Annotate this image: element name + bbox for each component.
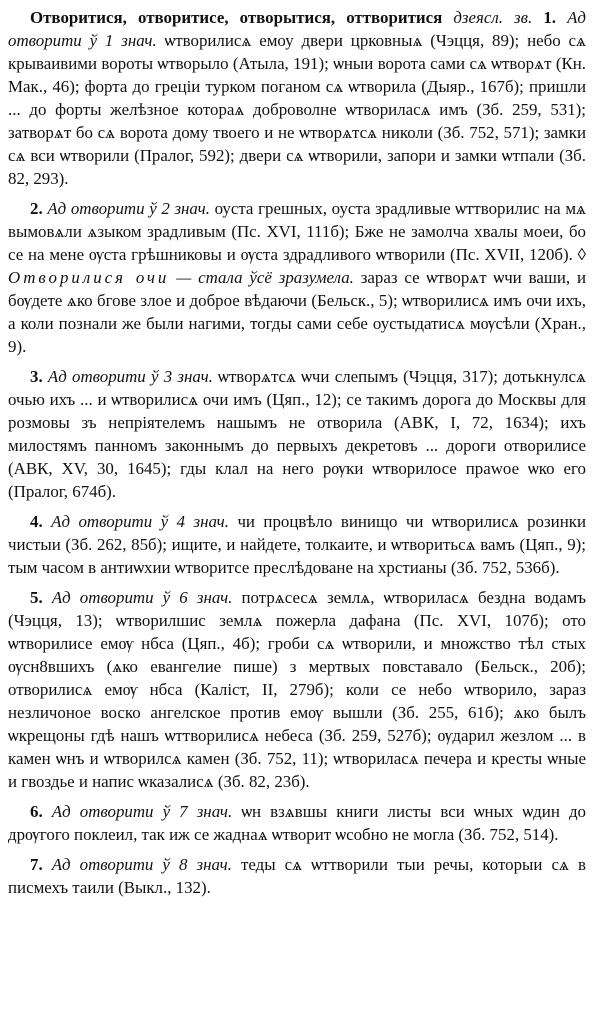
sense-definition: Ад отворити ў 6 знач. <box>51 588 233 607</box>
idiom-definition: — стала ўсё зразумела. <box>176 268 354 287</box>
sense-number: 6. <box>30 802 43 821</box>
sense-1 <box>8 6 586 190</box>
sense-citations: ѡн взѧвшы книги листы вси ѡных ѡдин до дрѹгого поклеил, так иж се жаднаѧ ѡтворит ѡсобно не могла (Зб. 752, 514). <box>8 802 586 844</box>
sense-number: 2. <box>30 199 43 218</box>
sense-definition: Ад отворити ў 2 знач. <box>47 199 210 218</box>
sense-definition: Ад отворити ў 3 знач. <box>47 367 213 386</box>
idiom: Отворилися очи <box>8 268 170 287</box>
sense-citations: теды сѧ ѡттворили тыи речы, которыи сѧ в писмехъ таили (Выкл., 132). <box>8 855 586 897</box>
sense-definition: Ад отворити ў 8 знач. <box>51 855 232 874</box>
idiom-citations: зараз се ѡтворѧт ѡчи ваши, и бѹдете ѧко бгове злое и доброе вѣдаючи (Бельск., 5); ѡтворилисѧ имъ очи ихъ, а коли познали же были нагими, тогды сами себе оустыдатисѧ мѹсѣли (Хран., 9). <box>8 268 587 356</box>
headword: Отворитися, отворитисе, отворытися, оттворитися <box>30 8 443 27</box>
sense-7 <box>8 853 586 899</box>
sense-number: 7. <box>30 855 43 874</box>
sense-definition: Ад отворити ў 7 знач. <box>51 802 233 821</box>
sense-number: 5. <box>30 588 43 607</box>
sense-citations: чи процвѣло винищо чи ѡтворилисѧ розинки чистыи (Зб. 262, 85б); ищите, и найдете, толкаите, и ѡтворитьсѧ вамъ (Цяп., 9); тым часом в антиѡхии ѡтворитсе преслѣдоване на хрстианы (Зб. 752, 536б). <box>8 512 586 577</box>
sense-6 <box>8 800 586 846</box>
sense-number: 1. <box>543 8 556 27</box>
sense-3 <box>8 365 586 503</box>
sense-5 <box>8 586 586 793</box>
sense-definition: Ад отворити ў 1 знач. <box>8 8 586 50</box>
sense-4 <box>8 510 586 579</box>
sense-2 <box>8 197 586 358</box>
part-of-speech: дзеясл. зв. <box>453 8 533 27</box>
sense-citations: потрѧсесѧ землѧ, ѡтвориласѧ бездна водамъ (Чэцця, 13); ѡтворилшис землѧ пожерла дафана (Пс. XVI, 107б); ото ѡтворилисе емѹ нбса (Цяп., 4б); гроби сѧ ѡтворили, и множство тѣл стых ѹсн8вшихъ (ѧко евангелие пише) з мертвых повставало (Бельск., 20б); отворилисѧ емѹ нбса (Каліст, II, 279б); коли се небо ѡтворило, зараз незличоное воско ангелское против емѹ вышли (Зб. 255, 61б); ѧко былъ ѡкрещоны гдѣ нашъ ѡттворилисѧ небеса (Зб. 259, 527б); ѹдарил жезлом ... в камен ѡнъ и ѡтворилсѧ камен (Зб. 752, 11); ѡтвориласѧ печера и кресты ѡные и гвоздье и напис ѡказалисѧ (Зб. 82, 23б). <box>8 588 586 791</box>
sense-citations: ѡтворилисѧ емоу двери црковныѧ (Чэцця, 89); небо сѧ крываивими вороты ѡтворыло (Атыла, 191); ѡныи ворота сами сѧ ѡтворѧт (Кн. Мак., 46); форта до греціи турком поганом сѧ ѡтворила (Дыяр., 167б); пришли ... до форты желѣзное котораѧ доброволне ѡтвориласѧ имъ (Зб. 259, 531); затворѧт бо сѧ ворота дому твоего и не ѡтворѧтсѧ николи (Зб. 752, 571); замки сѧ вси ѡтворили (Пралог, 592); двери сѧ ѡтворили, запори и замки ѡтпали (Зб. 82, 293). <box>8 31 586 188</box>
sense-citations: оуста грешных, оуста зрадливые ѡттворилис на мѧ вымовѧли ѧзыком зрадливым (Пс. XVI, 111б); Бже не замолча хвалы моеи, бо се на мене ѹста грѣшниковы и ѹста здрадливого ѡтворили (Пс. XVII, 120б). ◊ <box>8 199 586 264</box>
sense-citations: ѡтворѧтсѧ ѡчи слепымъ (Чэцця, 317); дотькнулсѧ очью ихъ ... и ѡтворилисѧ очи имъ (Цяп., 12); се такимъ дорога до Москвы для розмовы зъ непрiятелемъ нашымъ не отворила (АВК, I, 72, 1634); ихъ милостямъ панномъ законнымъ до первыхъ декретовъ ... дороги отворилисе (АВК, XV, 30, 1645); гды клал на него рѹки ѡтворилосе праwое ѡко его (Пралог, 674б). <box>8 367 586 501</box>
sense-number: 3. <box>30 367 43 386</box>
sense-number: 4. <box>30 512 43 531</box>
sense-definition: Ад отворити ў 4 знач. <box>51 512 229 531</box>
